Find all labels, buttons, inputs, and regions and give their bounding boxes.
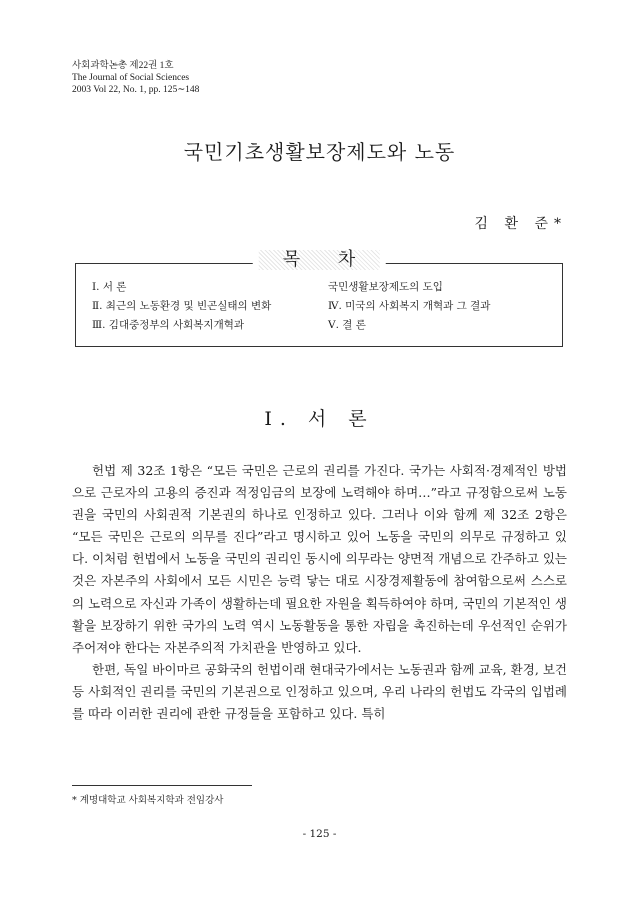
- toc-heading: 목 차: [253, 247, 386, 273]
- paragraph: 헌법 제 32조 1항은 “모든 국민은 근로의 권리를 가진다. 국가는 사회적·경제적인 방법으로 근로자의 고용의 증진과 적정임금의 보장에 노력해야 하며…”라고 규정함으로써 노동권을 국민의 사회권적 기본권의 하나로 인정하고 있다. 그러나 이와 함께 제 32조 2항은 “모든 국민은 근로의 의무를 진다”라고 명시하고 있어 노동을 국민의 의무로 규정하고 있다. 이처럼 헌법에서 노동을 국민의 권리인 동시에 의무라는 양면적 개념으로 간주하고 있는 것은 자본주의 사회에서 모든 시민은 능력 닿는 대로 시장경제활동에 참여함으로써 스스로의 노력으로 자신과 가족이 생활하는데 필요한 자원을 획득하여야 하며, 국민의 기본적인 생활을 보장하기 위한 국가의 노력 역시 노동활동을 통한 자립을 촉진하는데 우선적인 순위가 주어져야 한다는 자본주의적 가치관을 반영하고 있다.: [72, 463, 567, 655]
- toc-item: Ⅰ. 서 론: [92, 281, 127, 293]
- footnote-divider: [72, 785, 252, 786]
- toc-item: Ⅱ. 최근의 노동환경 및 빈곤실태의 변화: [92, 300, 272, 312]
- journal-header: [72, 60, 199, 96]
- journal-citation: 2003 Vol 22, No. 1, pp. 125∼148: [72, 85, 200, 95]
- section-title: Ⅰ. 서 론: [264, 408, 375, 430]
- toc-right-column: [328, 278, 490, 335]
- page-number: - 125 -: [302, 828, 337, 840]
- toc-item: 국민생활보장제도의 도입: [328, 281, 443, 293]
- footnote: * 계명대학교 사회복지학과 전임강사: [72, 795, 224, 806]
- journal-name-ko: 사회과학논총 제22권 1호: [72, 61, 174, 71]
- toc-left-column: [92, 278, 271, 335]
- author-name: 김 환 준*: [474, 216, 567, 232]
- table-of-contents: [75, 249, 563, 347]
- toc-item: Ⅴ. 결 론: [328, 319, 366, 331]
- body-text: [72, 460, 567, 725]
- paragraph: 한편, 독일 바이마르 공화국의 헌법이래 현대국가에서는 노동권과 함께 교육, 환경, 보건 등 사회적인 권리를 국민의 기본권으로 인정하고 있으며, 우리 나라의 헌법도 각국의 입법례를 따라 이러한 권리에 관한 규정들을 포함하고 있다. 특히: [72, 661, 567, 722]
- toc-item: Ⅲ. 김대중정부의 사회복지개혁과: [92, 319, 244, 331]
- toc-item: Ⅳ. 미국의 사회복지 개혁과 그 결과: [328, 300, 491, 312]
- paper-title: 국민기초생활보장제도와 노동: [183, 140, 456, 164]
- journal-name-en: The Journal of Social Sciences: [72, 73, 190, 83]
